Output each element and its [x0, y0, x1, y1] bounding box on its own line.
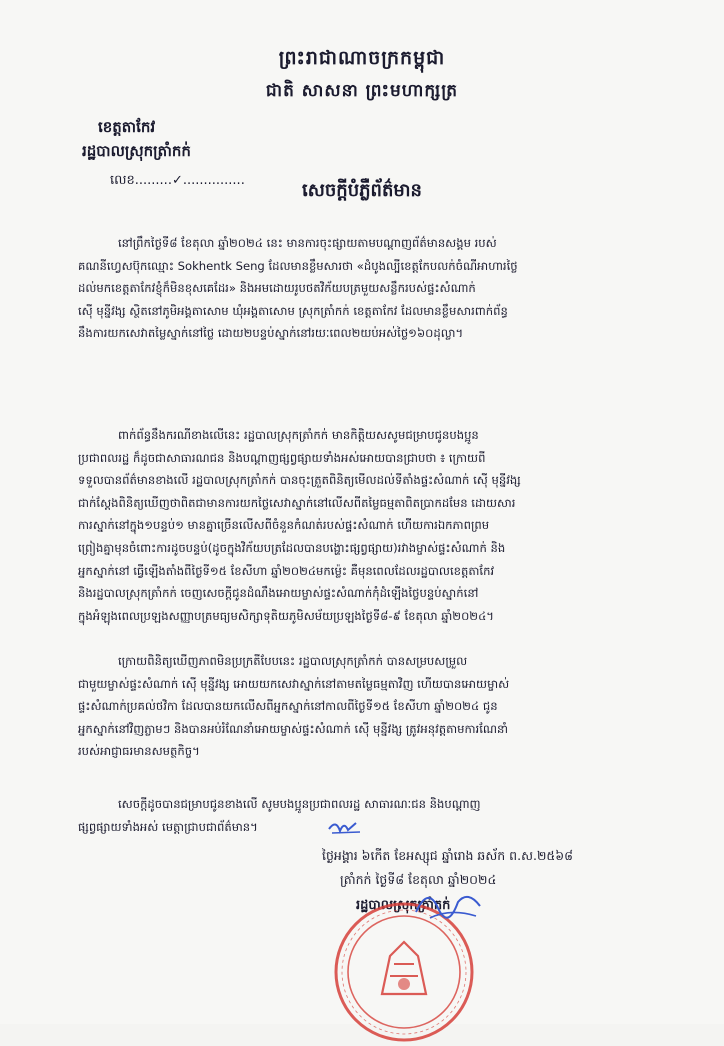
paragraph-line: ជាមួយម្ចាស់ផ្ទះសំណាក់ ស៊ើ មុន្នីវង្ស អោយយកសេវាស្នាក់នៅតាមតម្លៃធម្មតាវិញ ហើយបានអោយម្ចាស់ [78, 676, 510, 691]
paragraph-line: ស៊ើ មុន្នីវង្ស ស្ថិតនៅភូមិអង្គតាសោម ឃុំអង្គតាសោម ស្រុកត្រាំកក់ ខេត្តតាកែវ ដែលមានខ្លឹមសារពាក់ព័ន្ធ [78, 303, 508, 318]
paragraph-2 [78, 424, 658, 627]
paragraph-4 [78, 793, 658, 838]
solar-date: ត្រាំកក់ ថ្ងៃទី៨ ខែតុលា ឆ្នាំ២០២៤ [340, 872, 497, 887]
national-motto: ជាតិ សាសនា ព្រះមហាក្សត្រ [265, 81, 459, 101]
paragraph-line: សេចក្ដីដូចបានជម្រាបជូនខាងលើ សូមបងប្អូនប្រជាពលរដ្ឋ សាធារណៈជន និងបណ្ដាញ [118, 797, 481, 811]
paragraph-line: ក្នុងអំឡុងពេលប្រឡងសញ្ញាបត្រមធ្យមសិក្សាទុតិយភូមិសម័យប្រឡងថ្ងៃទី៨-៩ ខែតុលា ឆ្នាំ២០២៤។ [78, 608, 494, 623]
paragraph-line: ព្រៀងគ្នាមុនចំពោះការដូចបន្ទប់(ដូចក្នុងវិក័យបត្រដែលបានបង្ហោះផ្សព្វផ្សាយ)រវាងម្ចាស់ផ្ទះសំណាក់ និង [78, 540, 506, 555]
administration-label: រដ្ឋបាលស្រុកត្រាំកក់ [82, 142, 191, 160]
signer-label: រដ្ឋបាលស្រុកត្រាំកក់ [356, 898, 451, 913]
paragraph-line: ផ្សព្វផ្សាយទាំងអស់ មេត្តាជ្រាបជាព័ត៌មាន។ [78, 819, 258, 834]
document-title: សេចក្ដីបំភ្លឺព័ត៌មាន [302, 180, 422, 201]
paragraph-3 [78, 650, 658, 763]
paragraph-line: នៅព្រឹកថ្ងៃទី៨ ខែតុលា ឆ្នាំ២០២៤ នេះ មានការចុះផ្សាយតាមបណ្ដាញព័ត៌មានសង្គម របស់ [118, 236, 497, 250]
paragraph-line: ទទួលបានព័ត៌មានខាងលើ រដ្ឋបាលស្រុកត្រាំកក់ បានចុះត្រួតពិនិត្យមើលដល់ទីតាំងផ្ទះសំណាក់ ស៊ើ មុន្នីវង្ស [78, 473, 521, 488]
lunar-date: ថ្ងៃអង្គារ ៦កើត ខែអស្សុជ ឆ្នាំរោង ឆស័ក ព.ស.២៥៦៨ [322, 848, 573, 863]
paragraph-line: អ្នកស្នាក់នៅវិញភ្លាមៗ និងបានអប់រំណែនាំអោយម្ចាស់ផ្ទះសំណាក់ ស៊ើ មុន្នីវង្ស ត្រូវអនុវត្តតាមការណែនាំ [78, 721, 509, 736]
province-label: ខេត្តតាកែវ [98, 118, 156, 136]
reference-number: លេខ.........✓............... [110, 173, 245, 188]
paragraph-1 [78, 232, 658, 345]
paragraph-line: ផ្ទះសំណាក់ប្រគល់ថវិកា ដែលបានយកលើសពីអ្នកស្នាក់នៅកាលពីថ្ងៃទី១៥ ខែសីហា ឆ្នាំ២០២៤ ជូន [78, 699, 498, 714]
paragraph-line: ដល់មកខេត្តតាកែវខ្ញុំក៏មិនខុសគេដែរ» និងអមដោយរូបថតវិក័យបត្រមួយសន្លឹករបស់ផ្ទះសំណាក់ [78, 281, 476, 296]
paragraph-line: អ្នកស្នាក់នៅ ធ្វើឡើងតាំងពីថ្ងៃទី១៥ ខែសីហា ឆ្នាំ២០២៤មកម្ល៉េះ គឺមុនពេលដែលរដ្ឋបាលខេត្តតាកែវ [78, 563, 495, 578]
initial-mark-icon [326, 815, 366, 837]
paragraph-line: និងរដ្ឋបាលស្រុកត្រាំកក់ ចេញសេចក្ដីជូនដំណឹងអោយម្ចាស់ផ្ទះសំណាក់កុំដំឡើងថ្លៃបន្ទប់ស្នាក់នៅ [78, 586, 479, 601]
paragraph-line: ប្រជាពលរដ្ឋ ក៏ដូចជាសាធារណជន និងបណ្ដាញផ្សព្វផ្សាយទាំងអស់អោយបានជ្រាបថា ៖ ក្រោយពី [78, 450, 486, 465]
paragraph-line: របស់អាជ្ញាធរមានសមត្ថកិច្ច។ [78, 744, 200, 759]
signature-icon [410, 878, 490, 928]
kingdom-heading: ព្រះរាជាណាចក្រកម្ពុជា [278, 47, 446, 69]
paragraph-line: នឹងការយកសេវាតម្លៃស្នាក់នៅថ្លៃ ដោយ២បន្ទប់ស្នាក់នៅរយៈពេល២យប់អស់ថ្លៃ១៦០ដុល្លា។ [78, 326, 464, 341]
paragraph-line: ក្រោយពិនិត្យឃើញភាពមិនប្រក្រតីបែបនេះ រដ្ឋបាលស្រុកត្រាំកក់ បានសម្របសម្រួល [118, 654, 468, 668]
paragraph-line: គណនីហ្វេសប៊ុកឈ្មោះ Sokhentk Seng ដែលមានខ្លឹមសារថា «ដំបូងល្បីខេត្តកែបលក់ចំណីអាហារថ្លៃ [78, 258, 518, 273]
paragraph-line: ការស្នាក់នៅក្នុង១បន្ទប់១ មានគ្នាច្រើនលើសពីចំនួនកំណត់របស់ផ្ទះសំណាក់ ហើយការឯកភាពព្រម [78, 518, 490, 533]
paragraph-line: ពាក់ព័ន្ធនឹងករណីខាងលើនេះ រដ្ឋបាលស្រុកត្រាំកក់ មានកិត្តិយសសូមជម្រាបជូនបងប្អូន [118, 428, 479, 442]
paragraph-line: ជាក់ស្ដែងពិនិត្យឃើញថាពិតជាមានការយកថ្លៃសេវាស្នាក់នៅលើសពីតម្លៃធម្មតាពិតប្រាកដមែន ដោយសារ [78, 495, 516, 510]
